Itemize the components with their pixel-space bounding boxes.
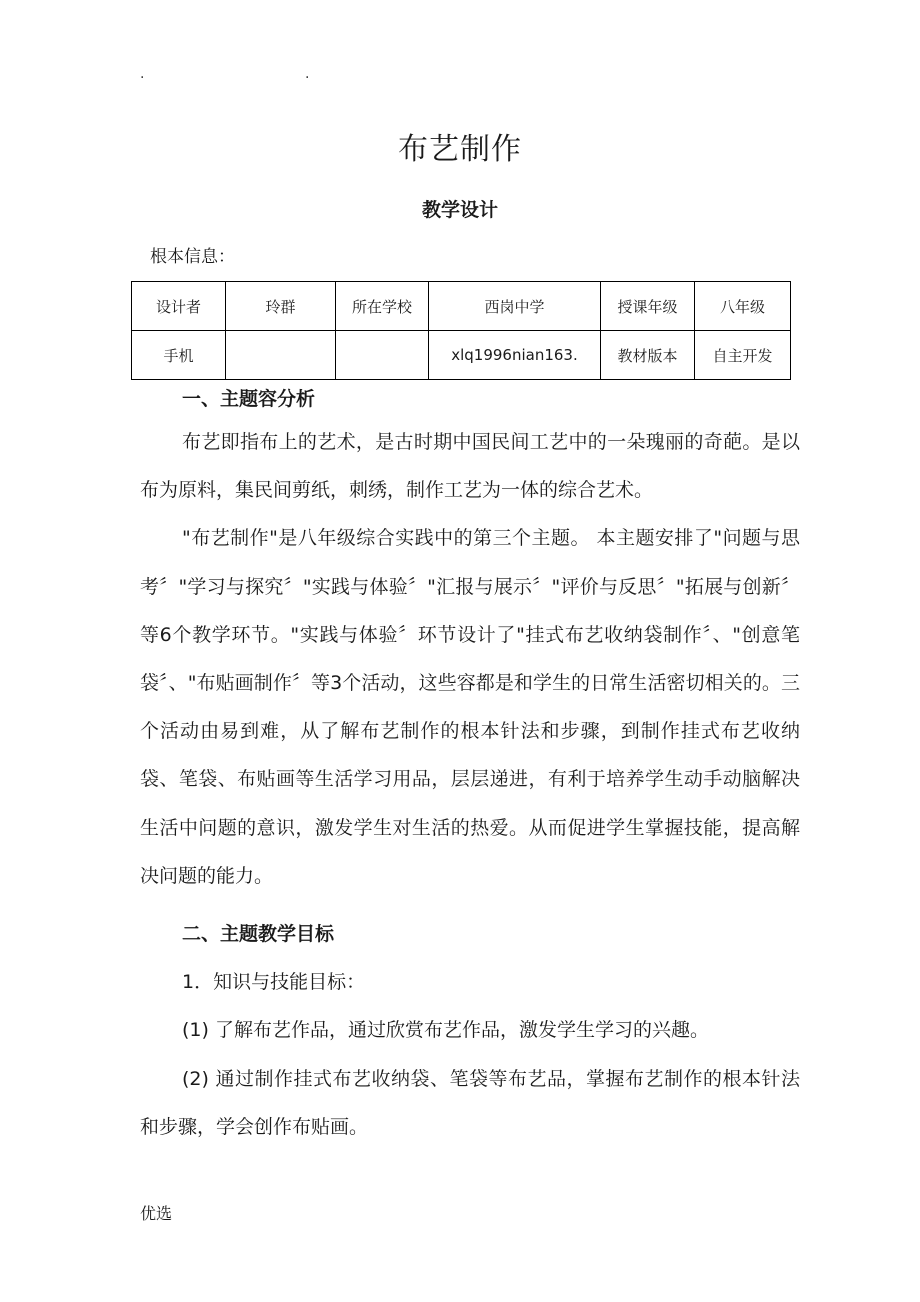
table-cell-textbook-value: 自主开发	[695, 331, 791, 380]
table-cell-empty	[336, 331, 429, 380]
header-dot-left: .	[140, 66, 145, 82]
document-subtitle: 教学设计	[421, 199, 498, 221]
page-footer: 优选	[140, 1204, 173, 1223]
table-cell-school-value: 西岗中学	[429, 282, 601, 331]
header-dot-right: .	[305, 66, 310, 82]
table-cell-textbook-label: 教材版本	[601, 331, 695, 380]
section-heading-theme-analysis: 一、主题容分析	[182, 388, 316, 410]
document-title: 布艺制作	[398, 132, 522, 167]
table-cell-email-value: xlq1996nian163.	[429, 331, 601, 380]
list-item-goal-1: (1) 了解布艺作品，通过欣赏布艺作品，激发学生学习的兴趣。	[182, 1019, 709, 1042]
list-item-knowledge-skills: 1．知识与技能目标：	[182, 971, 366, 994]
document-body	[140, 380, 800, 1151]
table-cell-grade-value: 八年级	[695, 282, 791, 331]
section-heading-teaching-goals: 二、主题教学目标	[182, 923, 335, 946]
list-item-goal-2: (2) 通过制作挂式布艺收纳袋、笔袋等布艺品，掌握布艺制作的根本针法和步骤，学会创作布贴画。	[140, 1067, 800, 1138]
table-cell-designer-label: 设计者	[132, 282, 226, 331]
paragraph-fabric-art-intro: 布艺即指布上的艺术，是古时期中国民间工艺中的一朵瑰丽的奇葩。是以布为原料，集民间剪纸，刺绣，制作工艺为一体的综合艺术。	[140, 431, 800, 502]
table-cell-phone-label: 手机	[132, 331, 226, 380]
table-cell-designer-value: 玲群	[226, 282, 336, 331]
paragraph-theme-overview: "布艺制作"是八年级综合实践中的第三个主题。 本主题安排了"问题与思考〞"学习与探究〞"实践与体验〞"汇报与展示〞"评价与反思〞"拓展与创新〞等6个教学环节。"实践与体验〞环节设计了"挂式布艺收纳袋制作〞、"创意笔袋〞、"布贴画制作〞等3个活动，这些容都是和学生的日常生活密切相关的。三个活动由易到难，从了解布艺制作的根本针法和步骤，到制作挂式布艺收纳袋、笔袋、布贴画等生活学习用品，层层递进，有利于培养学生动手动脑解决生活中问题的意识，激发学生对生活的热爱。从而促进学生掌握技能，提高解决问题的能力。	[140, 527, 800, 887]
table-cell-school-label: 所在学校	[336, 282, 429, 331]
table-cell-grade-label: 授课年级	[601, 282, 695, 331]
table-row	[132, 331, 791, 380]
table-row	[132, 282, 791, 331]
basic-info-table	[131, 281, 791, 380]
table-cell-phone-value	[226, 331, 336, 380]
basic-info-label: 根本信息：	[150, 247, 235, 267]
